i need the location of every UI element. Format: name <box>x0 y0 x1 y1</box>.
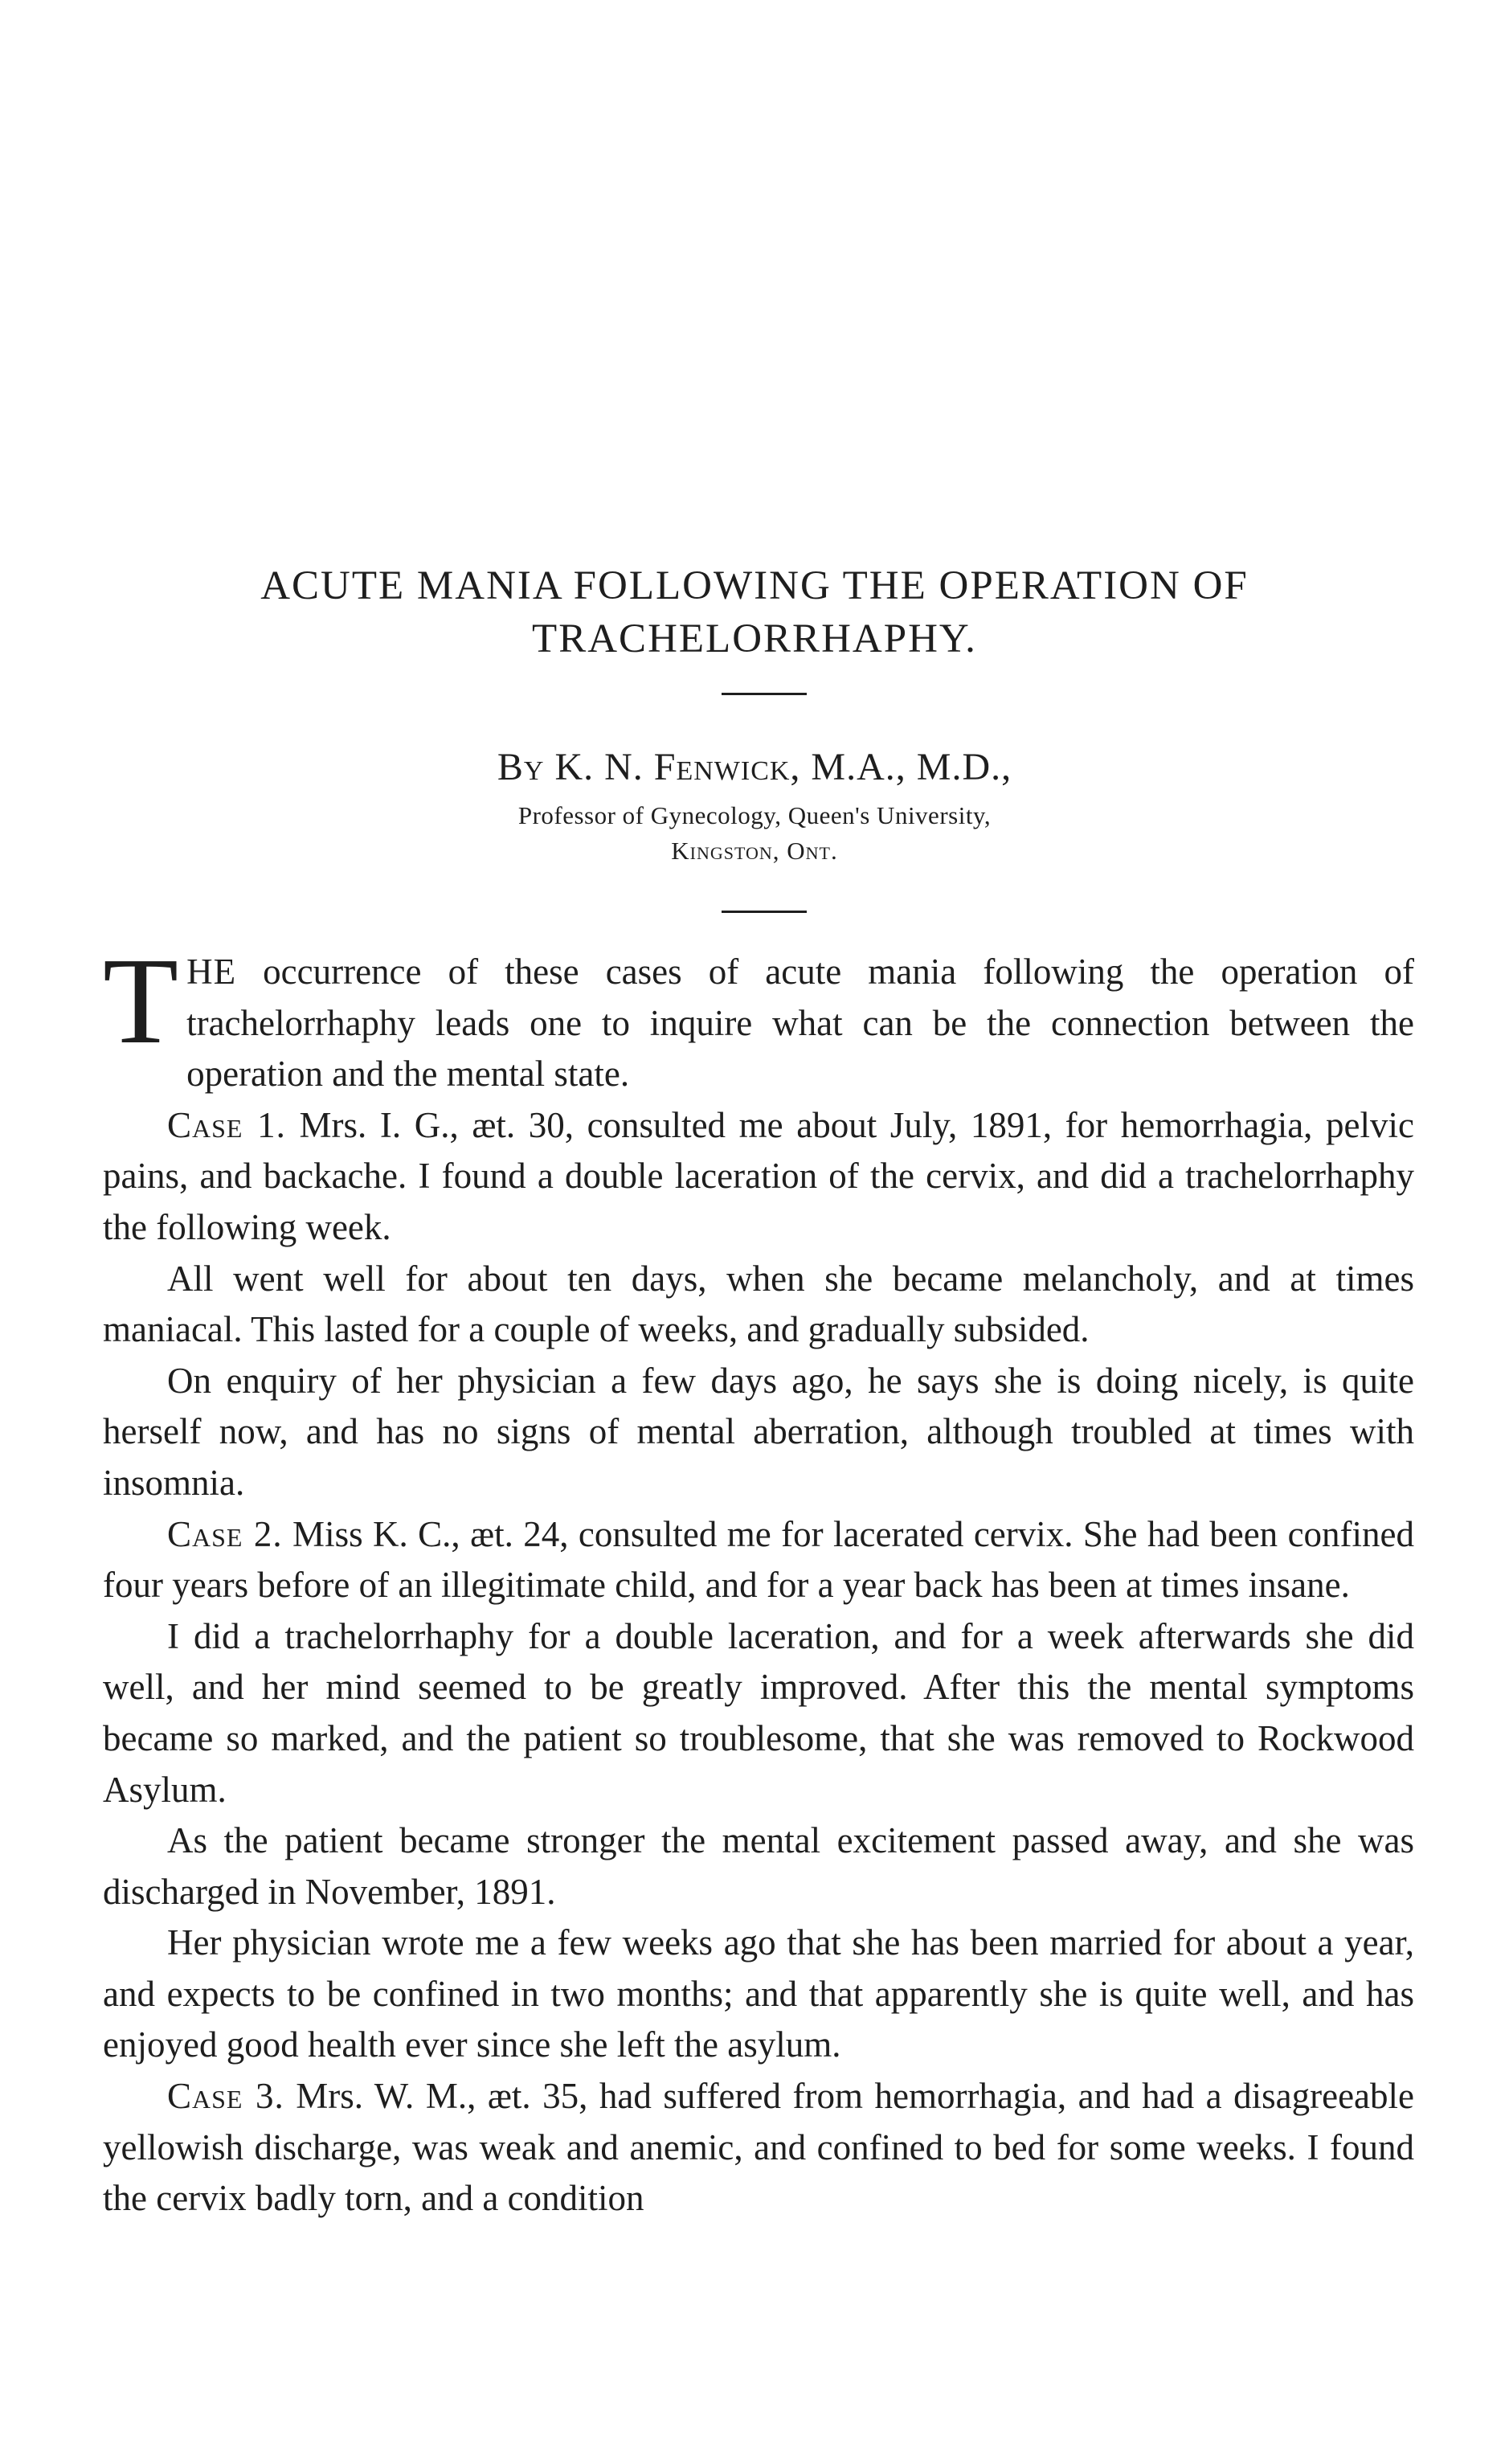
opening-caps: HE <box>186 952 237 992</box>
case-1-paragraph-3: On enquiry of her physician a few days ago, he says she is doing nicely, is quite herself now, and has no signs of mental aberration, although troubled at times with insomnia. <box>103 1360 1414 1503</box>
article-title-continued: TRACHELORRHAPHY. <box>532 616 977 661</box>
case-3-paragraph <box>103 2071 1414 2225</box>
case-1-paragraph <box>103 1100 1414 1254</box>
intro-paragraph <box>103 933 1414 1100</box>
author-byline: By K. N. Fenwick, M.A., M.D., <box>497 746 1012 788</box>
case-2-paragraph-2: I did a trachelorrhaphy for a double laceration, and for a week afterwards she did well, and her mind seemed to be greatly improved. After this the mental symptoms became so marked, and the patient so troublesome, that she was removed to Rockwood Asylum. <box>103 1615 1414 1810</box>
byline-divider <box>722 911 807 913</box>
article-title: ACUTE MANIA FOLLOWING THE OPERATION OF <box>260 563 1249 608</box>
title-divider <box>722 693 807 695</box>
intro-text: occurrence of these cases of acute mania following the operation of trachelorrhaphy leads one to inquire what can be the connection between the operation and the mental state. <box>186 952 1414 1095</box>
case-1-paragraph-2: All went well for about ten days, when she became melancholy, and at times maniacal. This lasted for a couple of weeks, and gradually subsided. <box>103 1258 1414 1350</box>
drop-cap: T <box>103 933 179 1070</box>
case-2-paragraph-3: As the patient became stronger the mental excitement passed away, and she was discharged in November, 1891. <box>103 1820 1414 1912</box>
case-2-label: Case 2. <box>167 1513 283 1554</box>
author-affiliation: Professor of Gynecology, Queen's University, <box>517 801 992 829</box>
case-3-text: Mrs. W. M., æt. 35, had suffered from hemorrhagia, and had a disagreeable yellowish discharge, was weak and anemic, and confined to bed for some weeks. I found the cervix badly torn, and a condition <box>103 2076 1414 2219</box>
case-2-text: Miss K. C., æt. 24, consulted me for lacerated cervix. She had been confined four years before of an illegitimate child, and for a year back has been at times insane. <box>103 1513 1415 1606</box>
case-2-paragraph-4: Her physician wrote me a few weeks ago that she has been married for about a year, and expects to be confined in two months; and that apparently she is quite well, and has enjoyed good health ever since she left the asylum. <box>103 1922 1414 2065</box>
case-2-paragraph <box>103 1509 1414 1611</box>
article-body <box>103 933 1415 2225</box>
author-location: Kingston, Ont. <box>671 837 838 865</box>
case-1-label: Case 1. <box>167 1104 286 1145</box>
case-1-text: Mrs. I. G., æt. 30, consulted me about July, 1891, for hemorrhagia, pelvic pains, and backache. I found a double laceration of the cervix, and did a trachelorrhaphy the following week. <box>103 1104 1414 1247</box>
case-3-label: Case 3. <box>167 2076 284 2117</box>
